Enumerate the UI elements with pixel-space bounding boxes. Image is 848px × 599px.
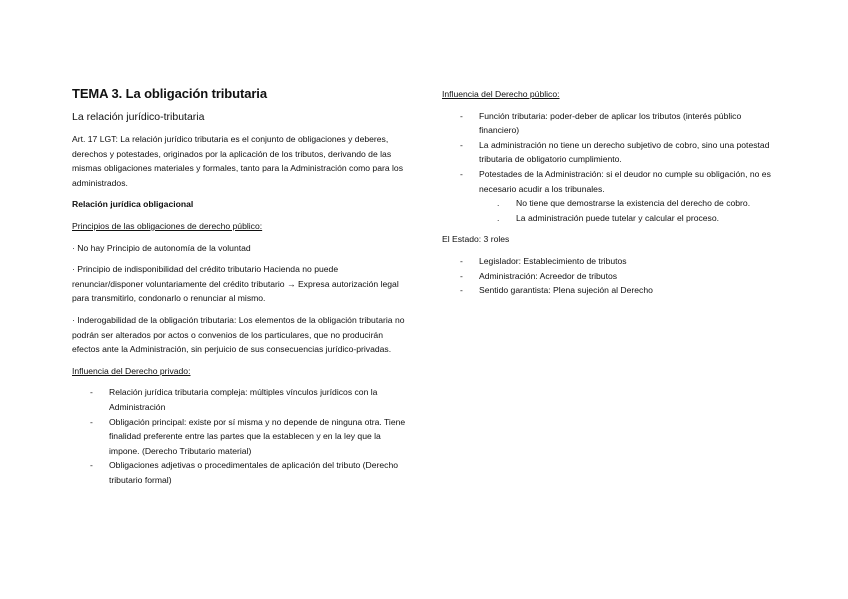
principles-heading: Principios de las obligaciones de derecho público: <box>72 220 263 231</box>
public-law-list <box>442 109 772 226</box>
sub-list-item: . No tiene que demostrarse la existencia del derecho de cobro. <box>479 196 772 211</box>
list-item: - Legislador: Establecimiento de tributos <box>442 254 772 269</box>
dash-marker: - <box>460 110 463 121</box>
list-item: - Sentido garantista: Plena sujeción al Derecho <box>442 283 772 298</box>
page-title: TEMA 3. La obligación tributaria <box>72 86 267 101</box>
state-roles-list <box>442 254 772 298</box>
principle-autonomy: · No hay Principio de autonomía de la voluntad <box>72 242 251 253</box>
dash-marker: - <box>90 460 93 471</box>
private-law-heading: Influencia del Derecho privado: <box>72 365 191 376</box>
list-item: - Obligaciones adjetivas o procedimentales de aplicación del tributo (Derecho tributario formal) <box>90 460 399 485</box>
obligation-heading: Relación jurídica obligacional <box>72 199 194 210</box>
sub-list <box>479 196 772 225</box>
public-law-heading: Influencia del Derecho público: <box>442 89 560 99</box>
intro-paragraph: Art. 17 LGT: La relación jurídico tributaria es el conjunto de obligaciones y deberes, derechos y potestades, originados por la aplicación de los tributos, derivando de las mismas obligaciones materiales y formales, tanto para la Administración como para los administrados. <box>72 134 404 188</box>
dash-marker: - <box>460 168 463 179</box>
dash-marker: - <box>90 416 93 427</box>
private-law-list <box>72 385 408 487</box>
dot-marker: . <box>497 212 500 223</box>
list-item: - Potestades de la Administración: si el deudor no cumple su obligación, no es necesario acudir a los tribunales. . No tiene que demostrarse la existencia del derecho de cobro. . La administración puede tutelar y calcular el proceso. <box>442 167 772 225</box>
list-item: - Obligación principal: existe por sí misma y no depende de ninguna otra. Tiene finalidad preferente entre las partes que la establecen y en la ley que la impone. (Derecho Tributario material) <box>90 416 406 456</box>
state-heading: El Estado: 3 roles <box>442 234 510 245</box>
dash-marker: - <box>460 270 463 281</box>
list-item: - La administración no tiene un derecho subjetivo de cobro, sino una potestad tributaria de obligatorio cumplimiento. <box>460 139 770 165</box>
dash-marker: - <box>460 255 463 266</box>
section-subtitle: La relación jurídico-tributaria <box>72 111 205 123</box>
dot-marker: . <box>497 198 500 209</box>
dash-marker: - <box>460 139 463 150</box>
dash-marker: - <box>460 285 463 296</box>
principle-indisponibility: · Principio de indisponibilidad del crédito tributario Hacienda no puede renunciar/disponer voluntariamente del crédito tributario → Expresa autorización legal para transmitirlo, condonarlo o renunciar al mismo. <box>72 264 399 304</box>
sub-list-item: . La administración puede tutelar y calcular el proceso. <box>479 211 772 226</box>
left-column <box>72 86 408 494</box>
list-item: - Relación jurídica tributaria compleja: múltiples vínculos jurídicos con la Administración <box>90 387 378 412</box>
dash-marker: - <box>90 387 93 398</box>
principle-inderogability: · Inderogabilidad de la obligación tributaria: Los elementos de la obligación tributaria no podrán ser alterados por actos o convenios de los particulares, que no producirán efectos ante la Administración, sin perjuicio de sus consecuencias jurídico-privadas. <box>72 314 405 355</box>
list-item: - Función tributaria: poder-deber de aplicar los tributos (interés público financiero) <box>460 110 742 136</box>
list-item: - Administración: Acreedor de tributos <box>442 269 772 284</box>
right-column <box>442 87 772 305</box>
